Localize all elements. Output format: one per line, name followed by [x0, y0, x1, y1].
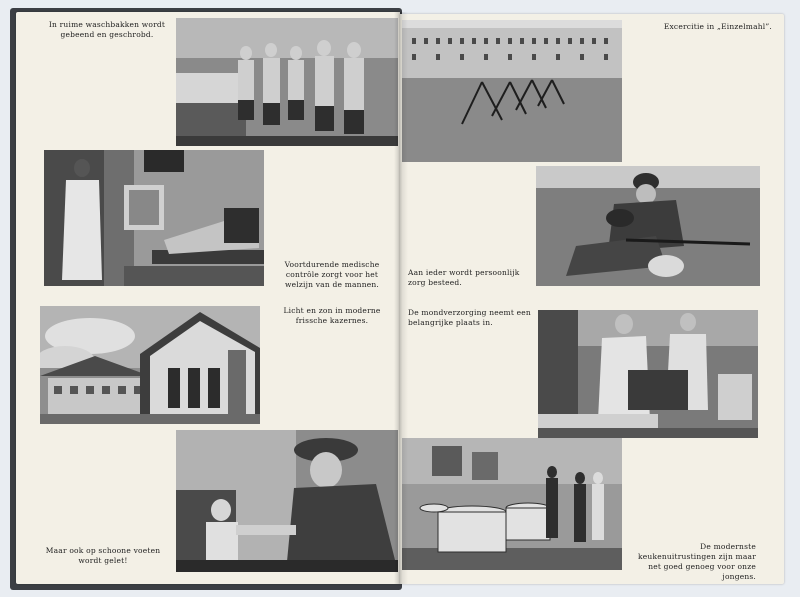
washing-photo — [176, 18, 398, 146]
rifle-instruction-photo — [536, 166, 760, 286]
caption-persoonlijk: Aan ieder wordt persoonlijk zorg besteed. — [408, 268, 520, 287]
book-spine — [394, 12, 408, 584]
caption-excercitie: Excercitie in „Einzelmahl”. — [663, 22, 772, 31]
right-page — [400, 14, 784, 584]
caption-mondverzorging: De mondverzorging neemt een belangrijke plaats in. — [408, 308, 531, 327]
barracks-exterior-photo — [40, 306, 260, 424]
caption-voeten: Maar ook op schoone voeten wordt gelet! — [45, 546, 161, 565]
barracks-drill-photo — [402, 20, 622, 162]
caption-waschbakken: In ruime waschbakken wordt gebeend en geschrobd. — [48, 20, 166, 39]
xray-photo — [44, 150, 264, 286]
left-page — [16, 12, 400, 584]
foot-inspection-photo — [176, 430, 398, 572]
dental-photo — [538, 310, 758, 438]
caption-licht: Licht en zon in moderne frissche kazernes. — [283, 306, 381, 325]
kitchen-photo — [402, 438, 622, 570]
caption-keuken: De modernste keukenuitrustingen zijn maar net goed genoeg voor onze jongens. — [638, 542, 756, 581]
caption-medische: Voortdurende medische contrôle zorgt voor het welzijn van de mannen. — [284, 260, 380, 289]
